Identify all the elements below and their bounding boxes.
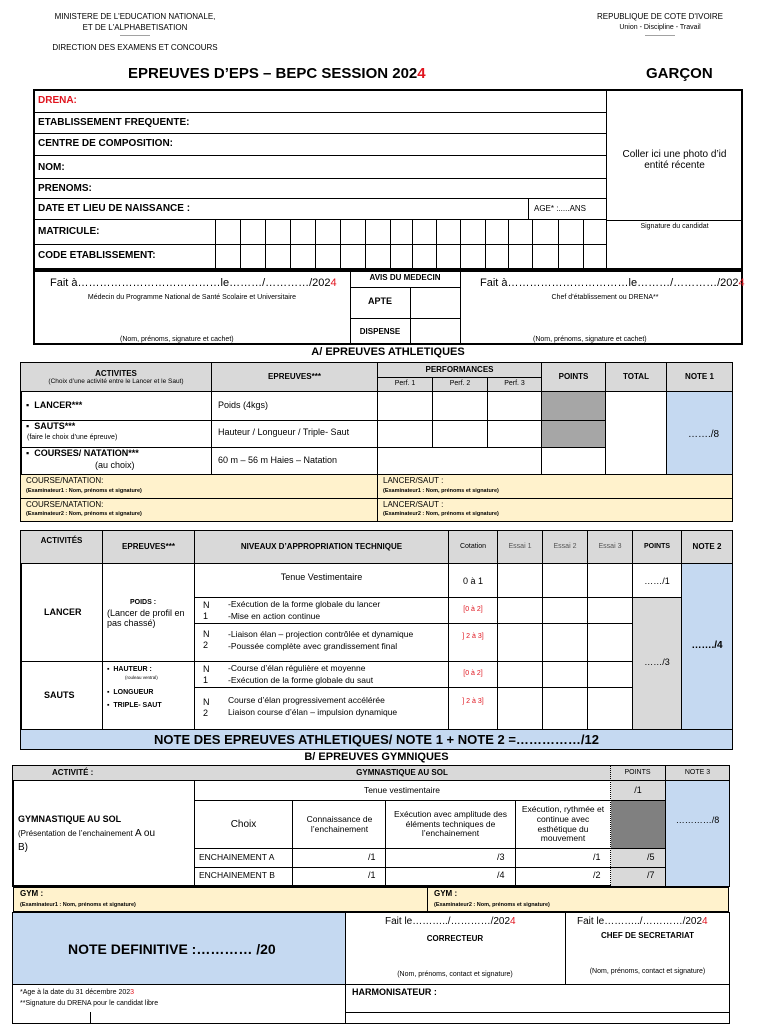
- hauteur-sub: (rouleau ventral): [125, 675, 158, 680]
- t2-epreuves-header: EPREUVES***: [122, 542, 175, 552]
- republic-separator: ---------------: [645, 33, 675, 39]
- drena-label: DRENA:: [38, 95, 77, 106]
- perf3-header: Perf. 3: [488, 378, 541, 391]
- chef-secretariat-signature: (Nom, prénoms, contact et signature): [589, 968, 706, 975]
- gym-points-header: POINTS: [624, 769, 651, 776]
- ministry-line3: DIRECTION DES EXAMENS ET CONCOURS: [52, 43, 218, 52]
- code-etab-label: CODE ETABLISSEMENT:: [38, 250, 156, 261]
- note2-value[interactable]: ……./4: [691, 640, 723, 651]
- lancer-n2-a: -Liaison élan – projection contrôlée et dynamique: [228, 629, 414, 639]
- exam1-course-sub: (Examinateur1 : Nom, prénoms et signature): [26, 488, 142, 494]
- performances-header: PERFORMANCES: [378, 363, 541, 377]
- chef-signature: (Nom, prénoms, signature et cachet): [533, 336, 647, 343]
- lancer-n2-b: -Poussée complète avec grandissement final: [228, 641, 398, 651]
- exam2-lancer-sub: (Examinateur2 : Nom, prénoms et signature): [383, 511, 499, 517]
- lancer-n1-a: -Exécution de la forme globale du lancer: [228, 599, 381, 609]
- sauts-n2-level: N 2: [203, 697, 210, 718]
- gym-tenue: Tenue vestimentaire: [363, 785, 441, 795]
- lancer-n1-cotation: [0 à 2]: [463, 606, 483, 613]
- sauts-n1-a: -Course d’élan régulière et moyenne: [228, 663, 366, 673]
- lancer-epreuve: Poids (4kgs): [218, 400, 269, 410]
- gym-activite-header: ACTIVITÉ :: [52, 768, 94, 777]
- ministry-line1: MINISTERE DE L'EDUCATION NATIONALE,: [54, 12, 216, 21]
- poids-desc: (Lancer de profil en pas chassé): [107, 608, 185, 629]
- sauts-n1-cotation: [0 à 2]: [463, 670, 483, 677]
- gym-title: GYMNASTIQUE AU SOL: [18, 814, 122, 824]
- t2-lancer-label: LANCER: [44, 607, 82, 617]
- gym-exam2-sub: (Examinateur2 : Nom, prénoms et signature): [434, 902, 550, 908]
- ench-a-points[interactable]: /5: [647, 852, 655, 862]
- gym-tenue-points[interactable]: /1: [634, 785, 642, 795]
- t2-note2-header: NOTE 2: [692, 542, 722, 552]
- courses-row-label: ▪ COURSES/ NATATION***: [26, 448, 139, 458]
- lancer-n1-level: N 1: [203, 600, 210, 621]
- exam2-course-label: COURSE/NATATION:: [26, 500, 104, 509]
- nom-label: NOM:: [38, 162, 65, 173]
- gym-execution-rythme: Exécution, rythmée et continue avec esthétique du mouvement: [521, 803, 605, 844]
- t2-activites-header: ACTIVITÉS: [40, 536, 83, 546]
- date-lieu-label: DATE ET LIEU DE NAISSANCE :: [38, 203, 191, 214]
- note1-value[interactable]: ……./8: [688, 429, 720, 440]
- ench-b-connaissance[interactable]: /1: [368, 870, 376, 880]
- ench-a-rythme[interactable]: /1: [593, 852, 601, 862]
- avis-medecin-label: AVIS DU MEDECIN: [369, 273, 441, 282]
- perf2-header: Perf. 2: [433, 378, 487, 391]
- prenoms-label: PRENOMS:: [38, 183, 92, 194]
- exam2-lancer-label: LANCER/SAUT :: [383, 500, 444, 509]
- gym-exam2-label: GYM :: [434, 889, 458, 898]
- gym-sub-b: B): [18, 842, 28, 853]
- gym-header: GYMNASTIQUE AU SOL: [356, 768, 448, 777]
- sauts-n1-level: N 1: [203, 664, 210, 685]
- gym-execution-amplitude: Exécution avec amplitude des éléments techniques de l’enchainement: [394, 808, 507, 839]
- chef-secretariat-label: CHEF DE SECRETARIAT: [600, 931, 695, 940]
- gender-label: GARÇON: [646, 65, 713, 82]
- sauts-n2-cotation: ] 2 à 3]: [462, 697, 484, 705]
- republic-motto: Union - Discipline - Travail: [619, 24, 701, 31]
- courses-epreuve: 60 m – 56 m Haies – Natation: [218, 455, 338, 465]
- note3-header: NOTE 3: [684, 769, 711, 776]
- section-a-title: A/ EPREUVES ATHLETIQUES: [311, 346, 465, 358]
- ministry-separator: ---------------: [120, 33, 150, 39]
- ench-a-label: ENCHAINEMENT A: [199, 852, 275, 862]
- candidate-signature-label: Signature du candidat: [640, 223, 709, 230]
- sauts-epreuve: Hauteur / Longueur / Triple- Saut: [218, 427, 350, 437]
- t2-essai3-header: Essai 3: [598, 542, 622, 550]
- epreuves-header: EPREUVES***: [212, 363, 377, 391]
- points-header: POINTS: [542, 363, 605, 391]
- courses-row-sub: (au choix): [95, 460, 135, 470]
- apte-label: APTE: [367, 296, 392, 306]
- sauts-n2-a: Course d’élan progressivement accélérée: [228, 695, 385, 705]
- chef-caption: Chef d’établissement ou DRENA**: [551, 294, 659, 301]
- exam1-course-label: COURSE/NATATION:: [26, 476, 104, 485]
- ench-b-label: ENCHAINEMENT B: [199, 870, 275, 880]
- tenue-points[interactable]: ……/1: [644, 576, 670, 586]
- points-3[interactable]: ……/3: [644, 657, 670, 667]
- ench-b-execution[interactable]: /4: [497, 870, 505, 880]
- t2-essai2-header: Essai 2: [553, 542, 577, 550]
- apte-checkbox[interactable]: [411, 288, 460, 318]
- dispense-checkbox[interactable]: [411, 319, 460, 345]
- t2-sauts-label: SAUTS: [44, 690, 75, 700]
- sauts-row-label: ▪ SAUTS***: [26, 421, 76, 431]
- republic-line1: REPUBLIQUE DE COTE D'IVOIRE: [597, 12, 723, 21]
- gym-choix: Choix: [230, 818, 257, 830]
- sauts-n1-b: -Exécution de la forme globale du saut: [228, 675, 374, 685]
- footnote-age: *Age à la date du 31 décembre 2023: [20, 989, 135, 996]
- chef-fait-a: Fait à……………………………le………/…………/2024: [480, 277, 745, 289]
- longueur-label: ▪ LONGUEUR: [107, 689, 154, 696]
- tenue-label: Tenue Vestimentaire: [280, 572, 363, 582]
- sauts-row-sub: (faire le choix d’une épreuve): [27, 434, 118, 441]
- note1-header: NOTE 1: [667, 363, 732, 391]
- lancer-n2-level: N 2: [203, 629, 210, 650]
- ench-b-points[interactable]: /7: [647, 870, 655, 880]
- tenue-cotation: 0 à 1: [462, 576, 484, 586]
- age-label: AGE* :.....ANS: [534, 204, 587, 213]
- activites-header: ACTIVITES (Choix d’une activité entre le Lancer et le Saut): [21, 363, 211, 391]
- medecin-signature: (Nom, prénoms, signature et cachet): [120, 336, 234, 343]
- footnote-signature: **Signature du DRENA pour le candidat libre: [20, 1000, 159, 1007]
- note-athletiques: NOTE DES EPREUVES ATHLETIQUES/ NOTE 1 + NOTE 2 =……………/12: [154, 732, 599, 747]
- perf1-header: Perf. 1: [378, 378, 432, 391]
- correcteur-signature: (Nom, prénoms, contact et signature): [397, 971, 513, 978]
- ench-a-execution[interactable]: /3: [497, 852, 505, 862]
- dispense-label: DISPENSE: [359, 327, 401, 336]
- chef-fait-le: Fait le………../…………/2024: [577, 916, 708, 927]
- note3-value[interactable]: …………/8: [675, 815, 720, 825]
- gym-exam1-sub: (Examinateur1 : Nom, prénoms et signature): [20, 902, 136, 908]
- photo-placeholder[interactable]: Coller ici une photo d’id entité récente: [622, 148, 727, 171]
- note-definitive: NOTE DEFINITIVE :………… /20: [68, 941, 276, 957]
- gym-sub: (Présentation de l’enchainement A ou: [18, 828, 156, 839]
- poids-title: POIDS :: [130, 599, 157, 606]
- gym-exam1-label: GYM :: [20, 889, 44, 898]
- harmonisateur-label: HARMONISATEUR :: [352, 987, 437, 997]
- hauteur-label: ▪ HAUTEUR :: [107, 666, 152, 673]
- t2-cotation-header: Cotation: [459, 542, 487, 550]
- correcteur-fait-le: Fait le………../…………/2024: [385, 916, 516, 927]
- exam1-lancer-sub: (Examinateur1 : Nom, prénoms et signature): [383, 488, 499, 494]
- triple-saut-label: ▪ TRIPLE- SAUT: [107, 702, 162, 709]
- t2-points-header: POINTS: [643, 542, 671, 550]
- page-title: EPREUVES D’EPS – BEPC SESSION 2024: [128, 65, 426, 82]
- section-b-title: B/ EPREUVES GYMNIQUES: [304, 751, 449, 763]
- exam1-lancer-label: LANCER/SAUT :: [383, 476, 444, 485]
- centre-label: CENTRE DE COMPOSITION:: [38, 138, 174, 149]
- exam2-course-sub: (Examinateur2 : Nom, prénoms et signature): [26, 511, 142, 517]
- correcteur-label: CORRECTEUR: [426, 934, 484, 943]
- lancer-row-label: ▪ LANCER***: [26, 400, 83, 410]
- lancer-n1-b: -Mise en action continue: [228, 611, 321, 621]
- ench-b-rythme[interactable]: /2: [593, 870, 601, 880]
- ench-a-connaissance[interactable]: /1: [368, 852, 376, 862]
- t2-essai1-header: Essai 1: [508, 542, 532, 550]
- ministry-line2: ET DE L'ALPHABETISATION: [82, 23, 188, 32]
- total-header: TOTAL: [606, 363, 666, 391]
- sauts-n2-b: Liaison course d’élan – impulsion dynamique: [228, 707, 398, 717]
- t2-niveaux-header: NIVEAUX D’APPROPRIATION TECHNIQUE: [240, 542, 403, 552]
- medecin-caption: Médecin du Programme National de Santé Scolaire et Universitaire: [87, 294, 297, 301]
- medecin-fait-a: Fait à…………………………………le………/…………/2024: [50, 277, 337, 289]
- matricule-label: MATRICULE:: [38, 226, 100, 237]
- lancer-n2-cotation: ] 2 à 3]: [462, 632, 484, 640]
- etablissement-label: ETABLISSEMENT FREQUENTE:: [38, 117, 190, 128]
- gym-connaissance: Connaissance de l’enchainement: [306, 813, 373, 834]
